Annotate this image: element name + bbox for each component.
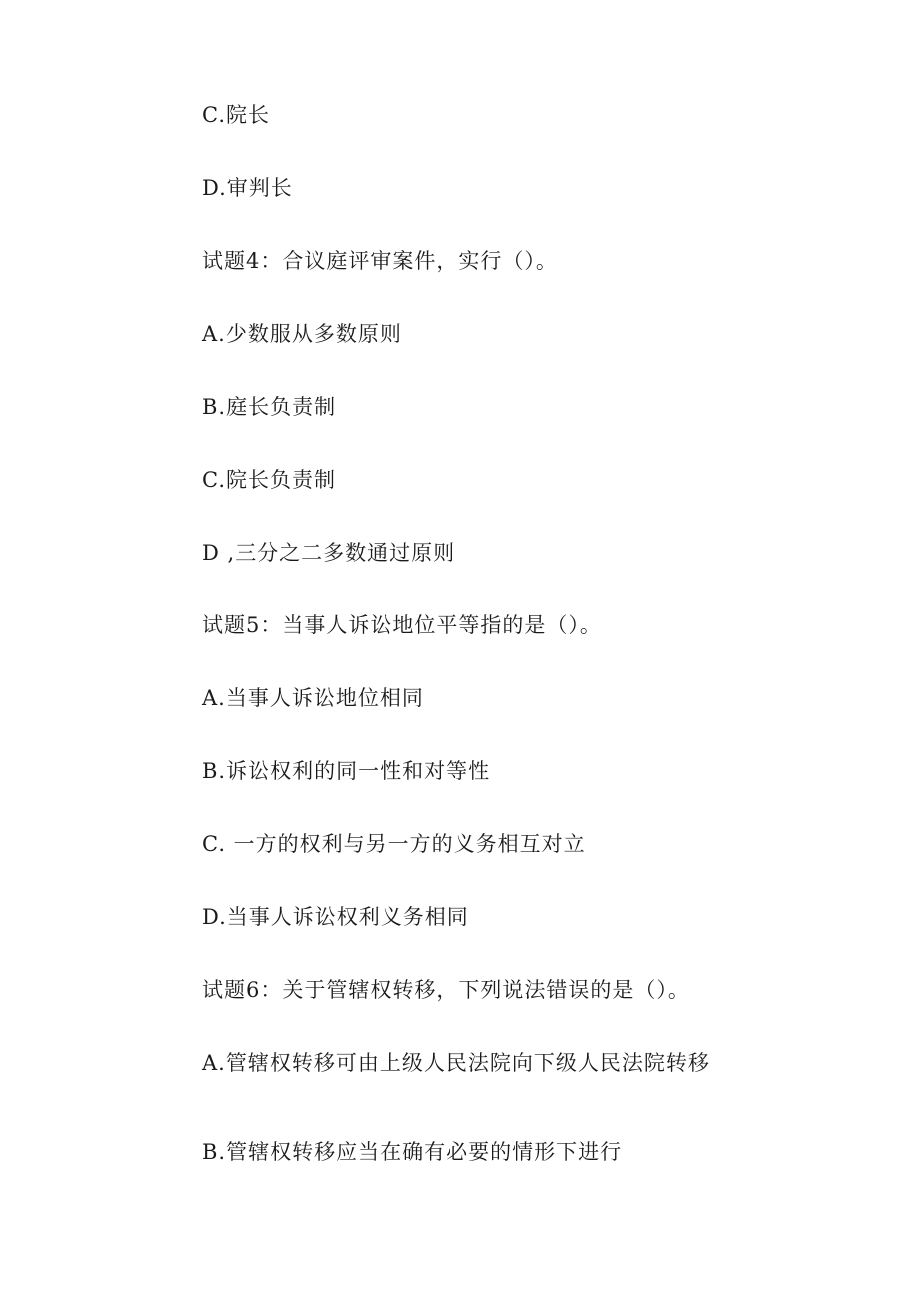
q5-option-d: D.当事人诉讼权利义务相同 — [202, 905, 469, 929]
q5-option-a: A.当事人诉讼地位相同 — [202, 686, 424, 710]
q4-option-c: C.院长负责制 — [202, 468, 336, 492]
q6-option-a: A.管辖权转移可由上级人民法院向下级人民法院转移 — [202, 1051, 710, 1075]
q4-stem: 试题4：合议庭评审案件，实行（）。 — [202, 249, 558, 273]
q4-option-b: B.庭长负责制 — [202, 395, 337, 419]
q3-option-d: D.审判长 — [202, 176, 293, 200]
q4-option-a: A.少数服从多数原则 — [202, 322, 402, 346]
q6-option-b: B.管辖权转移应当在确有必要的情形下进行 — [202, 1140, 623, 1164]
q3-option-c: C.院长 — [202, 103, 270, 127]
q4-option-d: D ,三分之二多数通过原则 — [202, 541, 456, 565]
q5-stem: 试题5：当事人诉讼地位平等指的是（）。 — [202, 613, 602, 637]
q5-option-c: C. 一方的权利与另一方的义务相互对立 — [202, 832, 586, 856]
q6-stem: 试题6：关于管辖权转移，下列说法错误的是（）。 — [202, 978, 690, 1002]
q5-option-b: B.诉讼权利的同一性和对等性 — [202, 759, 491, 783]
